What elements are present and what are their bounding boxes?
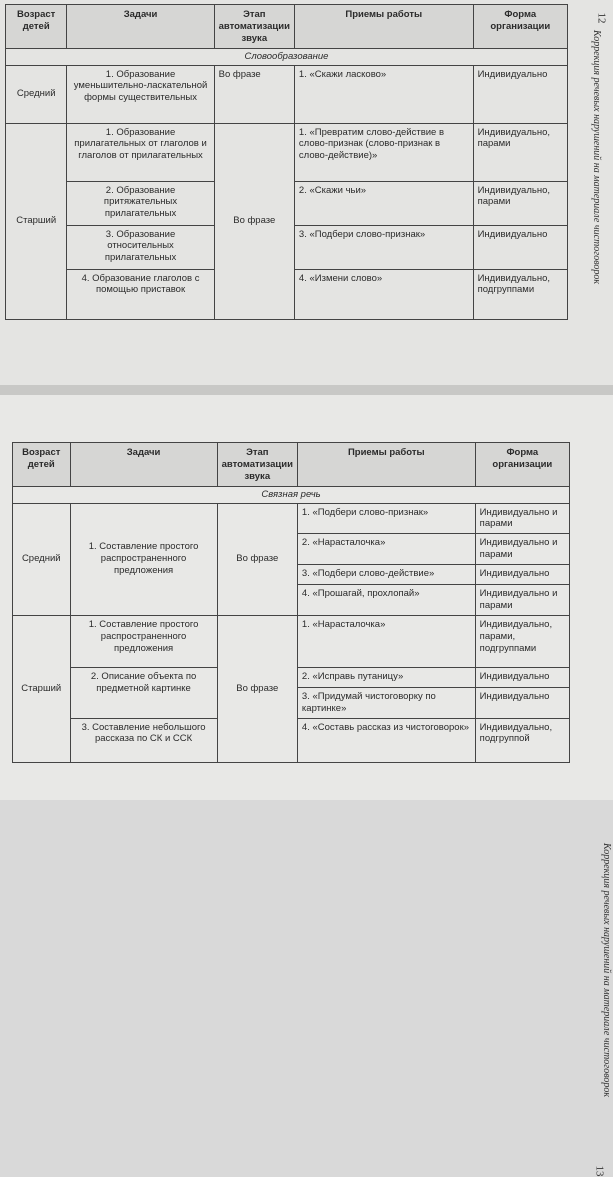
header-methods: Приемы работы: [294, 5, 473, 49]
running-head: Коррекция речевых нарушений на материале чистоговорок: [591, 30, 602, 285]
task-cell: 1. Образование уменьшительно-ласкательной формы существительных: [67, 65, 214, 123]
table-word-formation: [5, 4, 568, 320]
form-cell: Индивидуально: [473, 225, 567, 269]
method-cell: 2. «Исправь путаницу»: [297, 667, 475, 687]
form-cell: Индивидуально: [475, 565, 569, 585]
task-cell: 1. Составление простого распространенного предложения: [70, 503, 217, 615]
method-cell: 3. «Придумай чистоговорку по картинке»: [297, 687, 475, 718]
table-row: [13, 615, 570, 667]
method-cell: 1. «Превратим слово-действие в слово-признак (слово-признак в слово-действие)»: [294, 123, 473, 181]
method-cell: 2. «Нарасталочка»: [297, 534, 475, 565]
form-cell: Индивидуально, подгруппами: [473, 269, 567, 319]
header-form: Форма организации: [473, 5, 567, 49]
header-form: Форма организации: [475, 443, 569, 487]
page-top: [0, 0, 613, 385]
method-cell: 4. «Составь рассказ из чистоговорок»: [297, 718, 475, 762]
form-cell: Индивидуально: [475, 667, 569, 687]
form-cell: Индивидуально, парами, подгруппами: [475, 615, 569, 667]
task-cell: 3. Составление небольшого рассказа по СК и ССК: [70, 718, 217, 762]
stage-cell: Во фразе: [214, 123, 294, 319]
form-cell: Индивидуально: [473, 65, 567, 123]
task-cell: 2. Образование притяжательных прилагательных: [67, 181, 214, 225]
form-cell: Индивидуально, парами: [473, 123, 567, 181]
method-cell: 2. «Скажи чьи»: [294, 181, 473, 225]
task-cell: 1. Составление простого распространенного предложения: [70, 615, 217, 667]
stage-cell: Во фразе: [214, 65, 294, 123]
table-header-row: [6, 5, 568, 49]
header-stage: Этап автоматизации звука: [214, 5, 294, 49]
method-cell: 3. «Подбери слово-признак»: [294, 225, 473, 269]
task-cell: 2. Описание объекта по предметной картинке: [70, 667, 217, 718]
method-cell: 1. «Подбери слово-признак»: [297, 503, 475, 534]
form-cell: Индивидуально, подгруппой: [475, 718, 569, 762]
section-title: Словообразование: [6, 48, 568, 65]
table-row: [13, 503, 570, 534]
table-row: [6, 123, 568, 181]
form-cell: Индивидуально и парами: [475, 503, 569, 534]
form-cell: Индивидуально: [475, 687, 569, 718]
form-cell: Индивидуально и парами: [475, 585, 569, 616]
header-age: Возраст детей: [6, 5, 67, 49]
task-cell: 3. Образование относительных прилагательных: [67, 225, 214, 269]
age-cell: Старший: [13, 615, 71, 762]
header-tasks: Задачи: [67, 5, 214, 49]
method-cell: 4. «Прошагай, прохлопай»: [297, 585, 475, 616]
section-row: [6, 48, 568, 65]
header-stage: Этап автоматизации звука: [217, 443, 297, 487]
method-cell: 4. «Измени слово»: [294, 269, 473, 319]
page-number: 12: [595, 12, 608, 24]
table-header-row: [13, 443, 570, 487]
header-age: Возраст детей: [13, 443, 71, 487]
page-number: 13: [593, 1165, 606, 1177]
header-tasks: Задачи: [70, 443, 217, 487]
method-cell: 1. «Скажи ласково»: [294, 65, 473, 123]
page-gap: [0, 385, 613, 395]
running-head: Коррекция речевых нарушений на материале чистоговорок: [601, 843, 612, 1098]
task-cell: 1. Образование прилагательных от глаголов и глаголов от прилагательных: [67, 123, 214, 181]
form-cell: Индивидуально и парами: [475, 534, 569, 565]
age-cell: Старший: [6, 123, 67, 319]
section-row: [13, 486, 570, 503]
header-methods: Приемы работы: [297, 443, 475, 487]
age-cell: Средний: [13, 503, 71, 615]
section-title: Связная речь: [13, 486, 570, 503]
stage-cell: Во фразе: [217, 503, 297, 615]
age-cell: Средний: [6, 65, 67, 123]
table-connected-speech: [12, 442, 570, 763]
method-cell: 3. «Подбери слово-действие»: [297, 565, 475, 585]
method-cell: 1. «Нарасталочка»: [297, 615, 475, 667]
task-cell: 4. Образование глаголов с помощью приставок: [67, 269, 214, 319]
form-cell: Индивидуально, парами: [473, 181, 567, 225]
table-row: [6, 65, 568, 123]
stage-cell: Во фразе: [217, 615, 297, 762]
